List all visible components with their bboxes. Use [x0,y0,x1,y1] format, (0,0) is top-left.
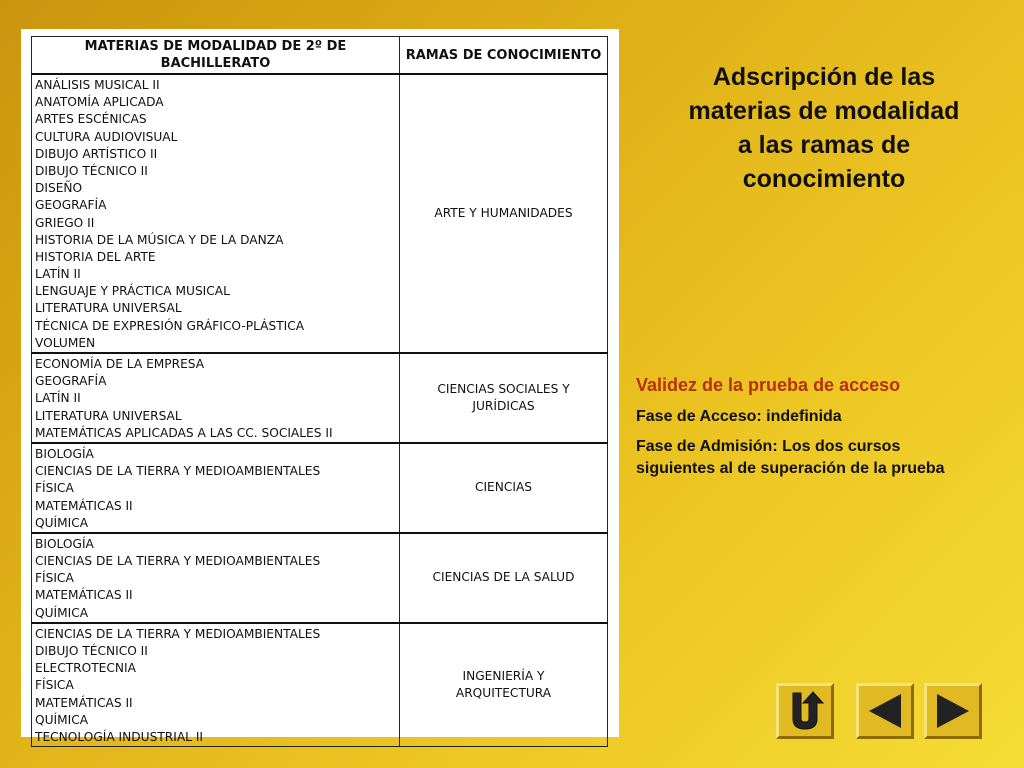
return-button[interactable] [776,683,834,739]
subject-item: CIENCIAS DE LA TIERRA Y MEDIOAMBIENTALES [35,464,321,479]
branch-cell [400,443,608,533]
validity-heading: Validez de la prueba de acceso [636,375,901,395]
table-row [32,74,608,353]
triangle-left-icon [865,691,905,731]
subject-item: DIBUJO TÉCNICO II [35,644,148,658]
branch-cell [400,353,608,443]
subject-item: QUÍMICA [35,515,89,530]
subject-item: LENGUAJE Y PRÁCTICA MUSICAL [35,284,230,299]
access-phase-text: Fase de Acceso: indefinida [636,408,842,425]
subject-item: ARTES ESCÉNICAS [35,112,147,127]
triangle-right-icon [933,691,973,731]
subject-item: BIOLOGÍA [35,446,94,461]
subject-item: GEOGRAFÍA [35,198,107,213]
subject-item: ANÁLISIS MUSICAL II [35,78,160,92]
admission-phase-text: Fase de Admisión: Los dos cursos siguientes al de superación de la prueba [636,438,945,477]
subject-item: BIOLOGÍA [35,536,94,551]
subject-item: TÉCNICA DE EXPRESIÓN GRÁFICO-PLÁSTICA [35,318,305,333]
subject-item: HISTORIA DEL ARTE [35,249,156,264]
subject-item: HISTORIA DE LA MÚSICA Y DE LA DANZA [35,232,284,247]
subject-item: CIENCIAS DE LA TIERRA Y MEDIOAMBIENTALES [35,554,321,569]
subject-item: CULTURA AUDIOVISUAL [35,129,178,144]
subject-item: MATEMÁTICAS II [35,695,133,710]
table-body [32,74,608,747]
validity-section [636,375,976,488]
subject-item: GEOGRAFÍA [35,374,107,389]
header-subjects: MATERIAS DE MODALIDAD DE 2º DE BACHILLERATO [32,37,400,75]
table-header-row [32,37,608,75]
branch-label: INGENIERÍA Y ARQUITECTURA [455,668,552,700]
branch-cell [400,623,608,747]
subject-item: ELECTROTECNIA [35,661,136,676]
table-row [32,623,608,747]
subjects-cell [32,533,400,623]
page-title: Adscripción de las materias de modalidad a las ramas de conocimiento [688,63,960,193]
subject-item: MATEMÁTICAS APLICADAS A LAS CC. SOCIALES II [35,425,333,440]
subjects-cell [32,353,400,443]
header-branches: RAMAS DE CONOCIMIENTO [400,37,608,75]
subject-item: LITERATURA UNIVERSAL [35,301,182,316]
subject-item: DIBUJO ARTÍSTICO II [35,146,158,161]
subject-item: CIENCIAS DE LA TIERRA Y MEDIOAMBIENTALES [35,626,321,641]
subjects-cell [32,623,400,747]
subject-item: TECNOLOGÍA INDUSTRIAL II [35,729,204,744]
table-row [32,443,608,533]
subjects-table-panel [21,29,619,744]
subject-item: FÍSICA [35,571,74,586]
subject-item: FÍSICA [35,678,74,693]
subject-item: QUÍMICA [35,712,89,727]
subject-item: LITERATURA UNIVERSAL [35,408,182,423]
subjects-table [31,36,608,747]
previous-button[interactable] [856,683,914,739]
next-button[interactable] [924,683,982,739]
subject-item: GRIEGO II [35,215,95,230]
subject-item: VOLUMEN [35,335,96,350]
table-row [32,353,608,443]
subject-item: LATÍN II [35,391,81,406]
branch-label: CIENCIAS DE LA SALUD [432,570,575,585]
subject-item: QUÍMICA [35,605,89,620]
subject-item: DIBUJO TÉCNICO II [35,163,148,178]
return-arrow-icon [785,689,825,733]
subject-item: MATEMÁTICAS II [35,498,133,513]
branch-cell [400,74,608,353]
subject-item: LATÍN II [35,267,81,282]
subject-item: DISEÑO [35,181,83,196]
branch-label: CIENCIAS [474,480,533,495]
subject-item: ANATOMÍA APLICADA [35,95,164,110]
subject-item: ECONOMÍA DE LA EMPRESA [35,357,205,371]
branch-label: ARTE Y HUMANIDADES [434,206,573,220]
subject-item: MATEMÁTICAS II [35,588,133,603]
subjects-cell [32,74,400,353]
subject-item: FÍSICA [35,481,74,496]
table-row [32,533,608,623]
subjects-cell [32,443,400,533]
branch-cell [400,533,608,623]
branch-label: CIENCIAS SOCIALES Y JURÍDICAS [437,381,570,413]
